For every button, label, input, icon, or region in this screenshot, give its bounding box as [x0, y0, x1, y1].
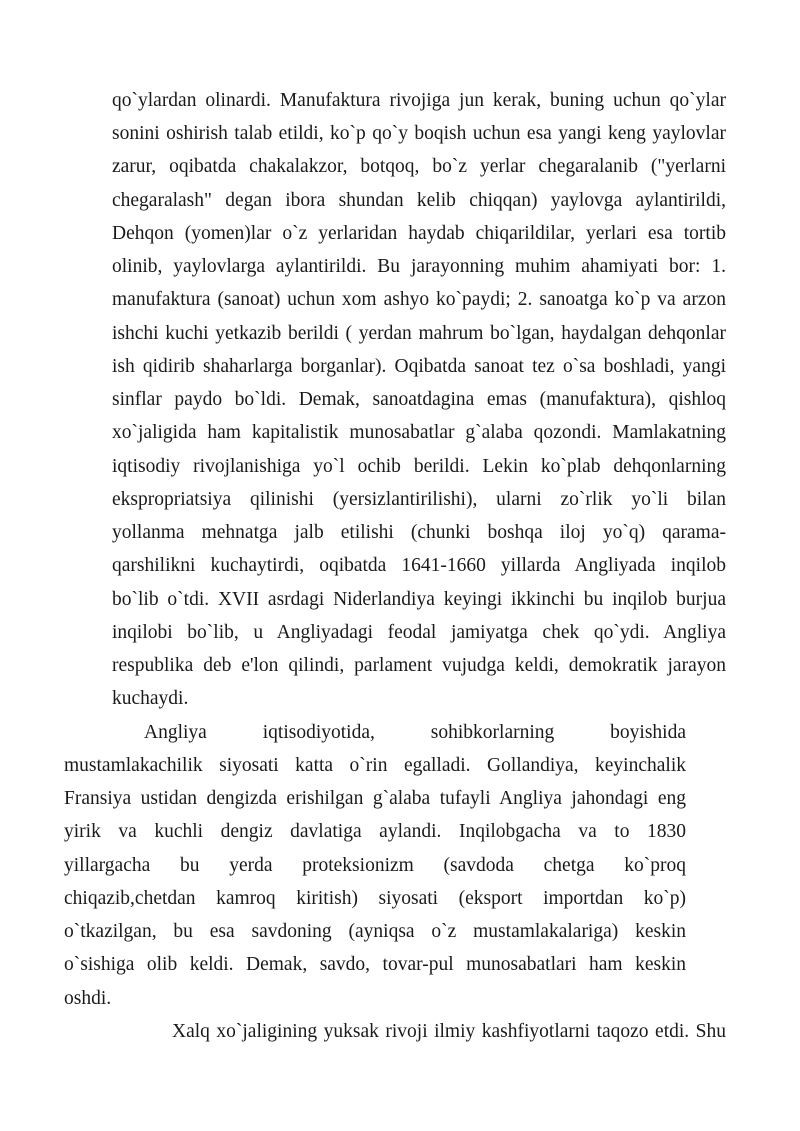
text-line: qo`ylardan olinardi. Manufaktura rivojiga jun kerak, buning uchun qo`ylar — [112, 90, 726, 111]
text-line: ekspropriatsiya qilinishi (yersizlantirilishi), ularni zo`rlik yo`li bilan — [112, 489, 726, 510]
text-line: kuchaydi. — [112, 688, 189, 709]
text-line: oshdi. — [64, 988, 112, 1009]
text-line: yollanma mehnatga jalb etilishi (chunki boshqa iloj yo`q) qarama- — [112, 522, 726, 543]
text-line: qarshilikni kuchaytirdi, oqibatda 1641-1660 yillarda Angliyada inqilob — [112, 555, 726, 576]
text-line: Fransiya ustidan dengizda erishilgan g`alaba tufayli Angliya jahondagi eng — [64, 788, 686, 809]
text-line: o`sishiga olib keldi. Demak, savdo, tovar-pul munosabatlari ham keskin — [64, 954, 686, 975]
text-line: xo`jaligida ham kapitalistik munosabatlar g`alaba qozondi. Mamlakatning — [112, 422, 726, 443]
text-line: manufaktura (sanoat) uchun xom ashyo ko`paydi; 2. sanoatga ko`p va arzon — [112, 289, 726, 310]
text-line: o`tkazilgan, bu esa savdoning (ayniqsa o`z mustamlakalariga) keskin — [64, 921, 686, 942]
text-line: Dehqon (yomen)lar o`z yerlaridan haydab chiqarildilar, yerlari esa tortib — [112, 223, 726, 244]
text-line: respublika deb e'lon qilindi, parlament vujudga keldi, demokratik jarayon — [112, 655, 726, 676]
text-line: ish qidirib shaharlarga borganlar). Oqibatda sanoat tez o`sa boshladi, yangi — [112, 356, 726, 377]
text-line: sinflar paydo bo`ldi. Demak, sanoatdagina emas (manufaktura), qishloq — [112, 389, 726, 410]
text-line: Angliya iqtisodiyotida, sohibkorlarning boyishida — [144, 722, 686, 743]
text-line: zarur, oqibatda chakalakzor, botqoq, bo`z yerlar chegaralanib ("yerlarni — [112, 156, 726, 177]
text-line: bo`lib o`tdi. XVII asrdagi Niderlandiya keyingi ikkinchi bu inqilob burjua — [112, 589, 726, 610]
text-line: iqtisodiy rivojlanishiga yo`l ochib berildi. Lekin ko`plab dehqonlarning — [112, 456, 726, 477]
text-line: olinib, yaylovlarga aylantirildi. Bu jarayonning muhim ahamiyati bor: 1. — [112, 256, 726, 277]
text-line: inqilobi bo`lib, u Angliyadagi feodal jamiyatga chek qo`ydi. Angliya — [112, 622, 726, 643]
text-line: Xalq xo`jaligining yuksak rivoji ilmiy kashfiyotlarni taqozo etdi. Shu — [172, 1021, 726, 1042]
text-line: chiqazib,chetdan kamroq kiritish) siyosati (eksport importdan ko`p) — [64, 888, 686, 909]
text-line: yirik va kuchli dengiz davlatiga aylandi. Inqilobgacha va to 1830 — [64, 821, 686, 842]
text-line: yillargacha bu yerda proteksionizm (savdoda chetga ko`proq — [64, 855, 686, 876]
text-line: ishchi kuchi yetkazib berildi ( yerdan mahrum bo`lgan, haydalgan dehqonlar — [112, 323, 726, 344]
text-line: mustamlakachilik siyosati katta o`rin egalladi. Gollandiya, keyinchalik — [64, 755, 686, 776]
text-line: sonini oshirish talab etildi, ko`p qo`y boqish uchun esa yangi keng yaylovlar — [112, 123, 726, 144]
text-line: chegaralash" degan ibora shundan kelib chiqqan) yaylovga aylantirildi, — [112, 190, 726, 211]
